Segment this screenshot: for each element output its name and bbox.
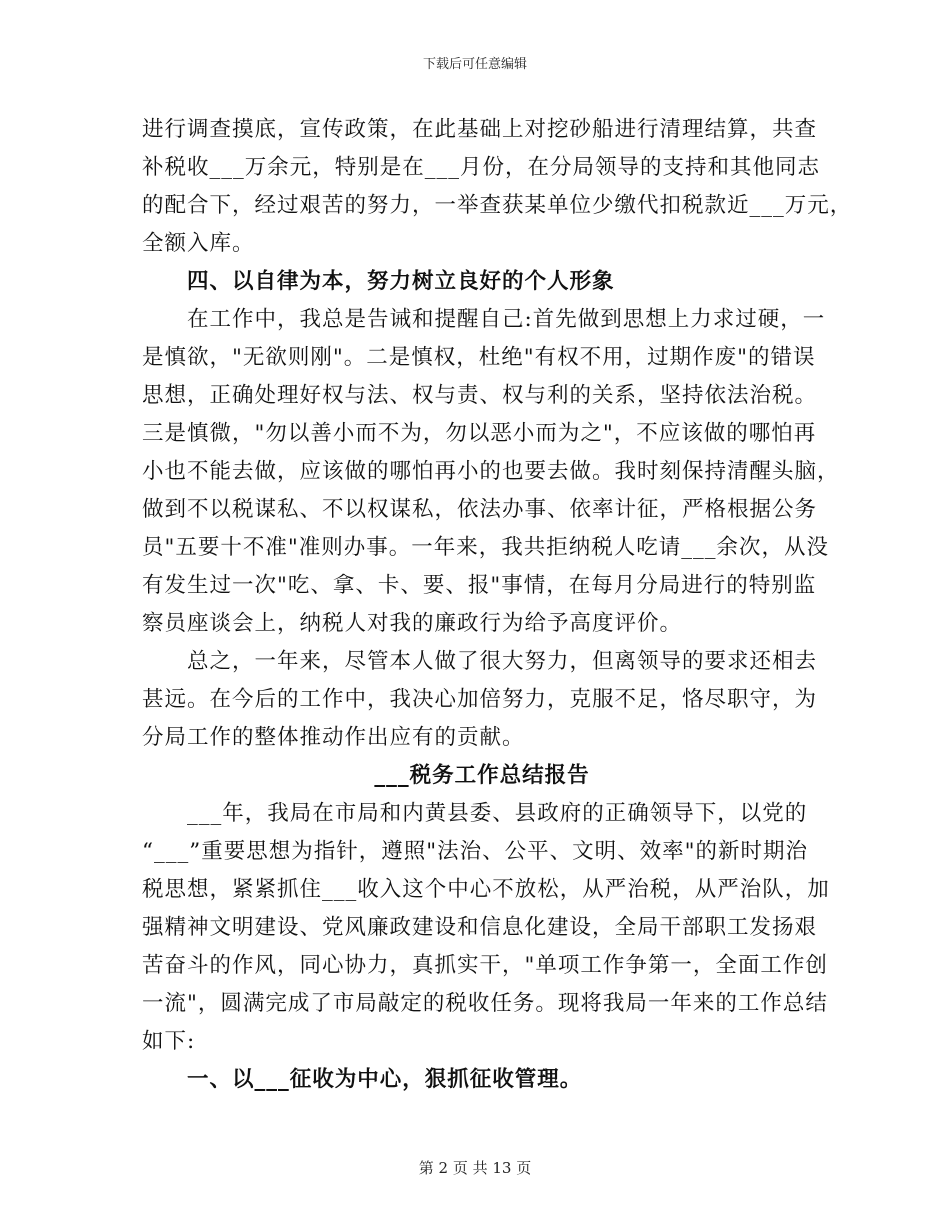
body-line: 做到不以税谋私、不以权谋私，依法办事、依率计征，严格根据公务: [142, 497, 818, 522]
body-line: 在工作中，我总是告诫和提醒自己:首先做到思想上力求过硬，一: [142, 307, 826, 332]
body-line: 小也不能去做，应该做的哪怕再小的也要去做。我时刻保持清醒头脑，: [142, 459, 840, 484]
body-line: 有发生过一次"吃、拿、卡、要、报"事情，在每月分局进行的特别监: [142, 573, 817, 598]
body-line: 察员座谈会上，纳税人对我的廉政行为给予高度评价。: [142, 611, 683, 636]
body-line: 强精神文明建设、党风廉政建设和信息化建设，全局干部职工发扬艰: [142, 915, 818, 940]
section-heading-4: 四、以自律为本，努力树立良好的个人形象: [142, 269, 615, 294]
report-title: ___税务工作总结报告: [374, 763, 590, 788]
body-line: 全额入库。: [142, 231, 255, 256]
body-line: “___”重要思想为指针，遵照"法治、公平、文明、效率"的新时期治: [142, 839, 809, 864]
body-line: 一流"，圆满完成了市局敲定的税收任务。现将我局一年来的工作总结: [142, 991, 828, 1016]
body-line: 如下:: [142, 1029, 196, 1054]
body-line: 的配合下，经过艰苦的努力，一举查获某单位少缴代扣税款近___万元，: [142, 193, 853, 218]
body-line: 甚远。在今后的工作中，我决心加倍努力，克服不足，恪尽职守，为: [142, 687, 818, 712]
body-line: 进行调查摸底，宣传政策，在此基础上对挖砂船进行清理结算，共查: [142, 117, 818, 142]
body-line: 是慎欲，"无欲则刚"。二是慎权，杜绝"有权不用，过期作废"的错误: [142, 345, 816, 370]
body-line: 总之，一年来，尽管本人做了很大努力，但离领导的要求还相去: [142, 649, 818, 674]
body-line: 思想，正确处理好权与法、权与责、权与利的关系，坚持依法治税。: [142, 383, 818, 408]
body-line: 分局工作的整体推动作出应有的贡献。: [142, 725, 525, 750]
body-line: ___年，我局在市局和内黄县委、县政府的正确领导下，以党的: [142, 801, 808, 826]
page-footer: 第 2 页 共 13 页: [418, 1159, 532, 1177]
body-line: 员"五要十不准"准则办事。一年来，我共拒纳税人吃请___余次，从没: [142, 535, 830, 560]
body-line: 苦奋斗的作风，同心协力，真抓实干，"单项工作争第一，全面工作创: [142, 953, 828, 978]
body-line: 补税收___万余元，特别是在___月份，在分局领导的支持和其他同志: [142, 155, 821, 180]
document-body: [142, 111, 853, 1099]
body-line: 税思想，紧紧抓住___收入这个中心不放松，从严治税，从严治队，加: [142, 877, 830, 902]
page-header: 下载后可任意编辑: [422, 57, 527, 72]
body-line: 三是慎微，"勿以善小而不为，勿以恶小而为之"，不应该做的哪怕再: [142, 421, 817, 446]
section-heading-1: 一、以___征收为中心，狠抓征收管理。: [142, 1067, 583, 1092]
